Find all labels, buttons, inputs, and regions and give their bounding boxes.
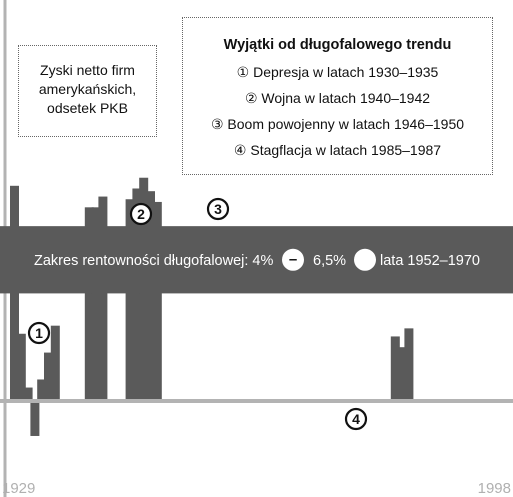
legend-box xyxy=(182,17,493,175)
band-suffix: lata 1952–1970 xyxy=(380,252,480,269)
legend-item-boom xyxy=(183,111,492,137)
legend-item-label: Depresja w latach 1930–1935 xyxy=(253,64,439,80)
x-axis-start-label: 1929 xyxy=(2,480,36,497)
x-axis-end-label: 1998 xyxy=(477,480,511,497)
legend-item-label: Boom powojenny w latach 1946–1950 xyxy=(227,116,465,132)
bar-1987 xyxy=(404,328,413,401)
legend-item-stagflation xyxy=(183,137,492,163)
legend-item-number: ① xyxy=(236,64,250,80)
band-label-prefix: Zakres rentowności długofalowej: 4% xyxy=(34,252,274,269)
bar-1932 xyxy=(30,401,39,436)
legend-title: Wyjątki od długofalowego trendu xyxy=(223,37,452,53)
chart-note-box xyxy=(18,45,157,137)
legend-item-number: ③ xyxy=(210,116,224,132)
note-line: odsetek PKB xyxy=(47,100,128,116)
period-marker-label: 2 xyxy=(137,206,145,222)
legend-item-number: ④ xyxy=(233,142,247,158)
legend-item-war xyxy=(183,85,492,111)
band-high-marker xyxy=(354,249,376,271)
bar-1935 xyxy=(51,326,60,401)
legend-item-depression xyxy=(183,59,492,85)
bar-1931 xyxy=(24,388,33,401)
note-line: Zyski netto firm xyxy=(40,62,135,78)
legend-item-label: Wojna w latach 1940–1942 xyxy=(261,90,431,106)
period-marker-label: 4 xyxy=(352,411,360,427)
note-line: amerykańskich, xyxy=(38,81,137,97)
legend-item-number: ② xyxy=(244,90,258,106)
period-marker-label: 1 xyxy=(35,325,43,341)
period-marker-label: 3 xyxy=(214,201,222,217)
band-low-symbol: – xyxy=(288,250,298,268)
band-high-value: 6,5% xyxy=(313,252,347,269)
legend-item-label: Stagflacja w latach 1985–1987 xyxy=(250,142,442,158)
